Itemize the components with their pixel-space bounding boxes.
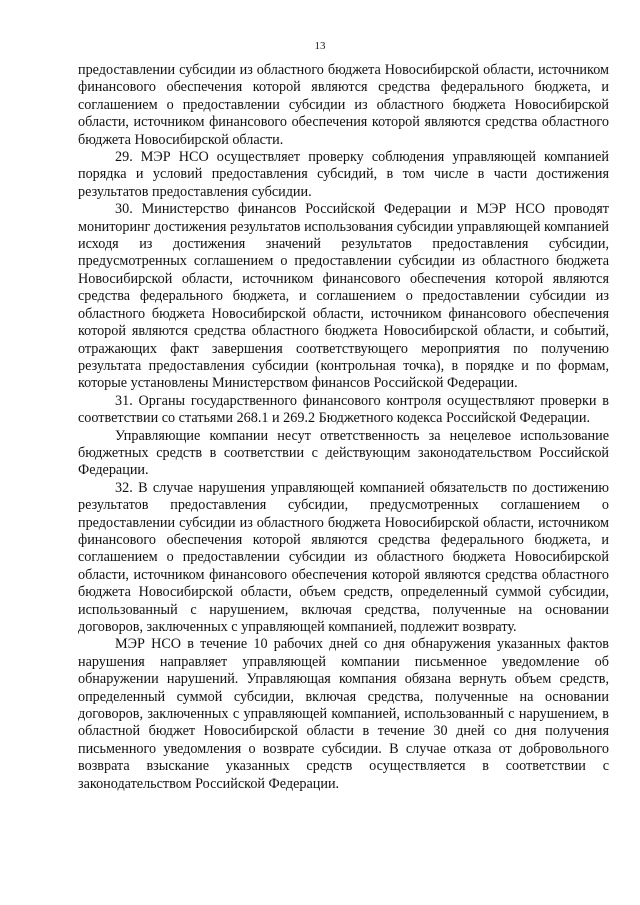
document-body xyxy=(78,62,609,793)
page-number: 13 xyxy=(314,40,326,52)
paragraph-32: 32. В случае нарушения управляющей компанией обязательств по достижению результатов предоставления субсидии, предусмотренных соглашением о предоставлении субсидии из областного бюджета Новосибирской области, источником финансового обеспечения которой являются средства федерального бюджета, и соглашением о предоставлении субсидии из областного бюджета Новосибирской области, источником финансового обеспечения которой являются средства областного бюджета Новосибирской области, объем средств, определенный суммой субсидии, использованный с нарушением, включая средства, полученные на основании договоров, заключенных с управляющей компанией, подлежит возврату. xyxy=(78,479,609,635)
paragraph-continuation: предоставлении субсидии из областного бюджета Новосибирской области, источником финансового обеспечения которой являются средства федерального бюджета, и соглашением о предоставлении субсидии из областного бюджета Новосибирской области, источником финансового обеспечения которой являются средства областного бюджета Новосибирской области. xyxy=(78,62,609,148)
paragraph-29: 29. МЭР НСО осуществляет проверку соблюдения управляющей компанией порядка и условий предоставления субсидий, в том числе в части достижения результатов предоставления субсидии. xyxy=(78,149,609,200)
paragraph-32-notice: МЭР НСО в течение 10 рабочих дней со дня обнаружения указанных фактов нарушения направляет управляющей компании письменное уведомление об обнаружении нарушений. Управляющая компания обязана вернуть объем средств, определенный суммой субсидии, включая средства, полученные на основании договоров, заключенных с управляющей компанией, использованный с нарушением, в областной бюджет Новосибирской области в течение 30 дней со дня получения письменного уведомления о возврате субсидии. В случае отказа от добровольного возврата взыскание указанных средств осуществляется в соответствии с законодательством Российской Федерации. xyxy=(78,636,609,792)
paragraph-30: 30. Министерство финансов Российской Федерации и МЭР НСО проводят мониторинг достижения результатов использования субсидии управляющей компанией исходя из достижения значений результатов предоставления субсидии, предусмотренных соглашением о предоставлении субсидии из областного бюджета Новосибирской области, источником финансового обеспечения которой являются средства федерального бюджета, и соглашением о предоставлении субсидии из областного бюджета Новосибирской области, источником финансового обеспечения которой являются средства областного бюджета Новосибирской области, и событий, отражающих факт завершения соответствующего мероприятия по получению результата предоставления субсидии (контрольная точка), в порядке и по формам, которые установлены Министерством финансов Российской Федерации. xyxy=(78,201,609,392)
paragraph-31: 31. Органы государственного финансового контроля осуществляют проверки в соответствии со статьями 268.1 и 269.2 Бюджетного кодекса Российской Федерации. xyxy=(78,392,609,427)
paragraph-31-liability: Управляющие компании несут ответственность за нецелевое использование бюджетных средств в соответствии с действующим законодательством Российской Федерации. xyxy=(78,427,609,479)
